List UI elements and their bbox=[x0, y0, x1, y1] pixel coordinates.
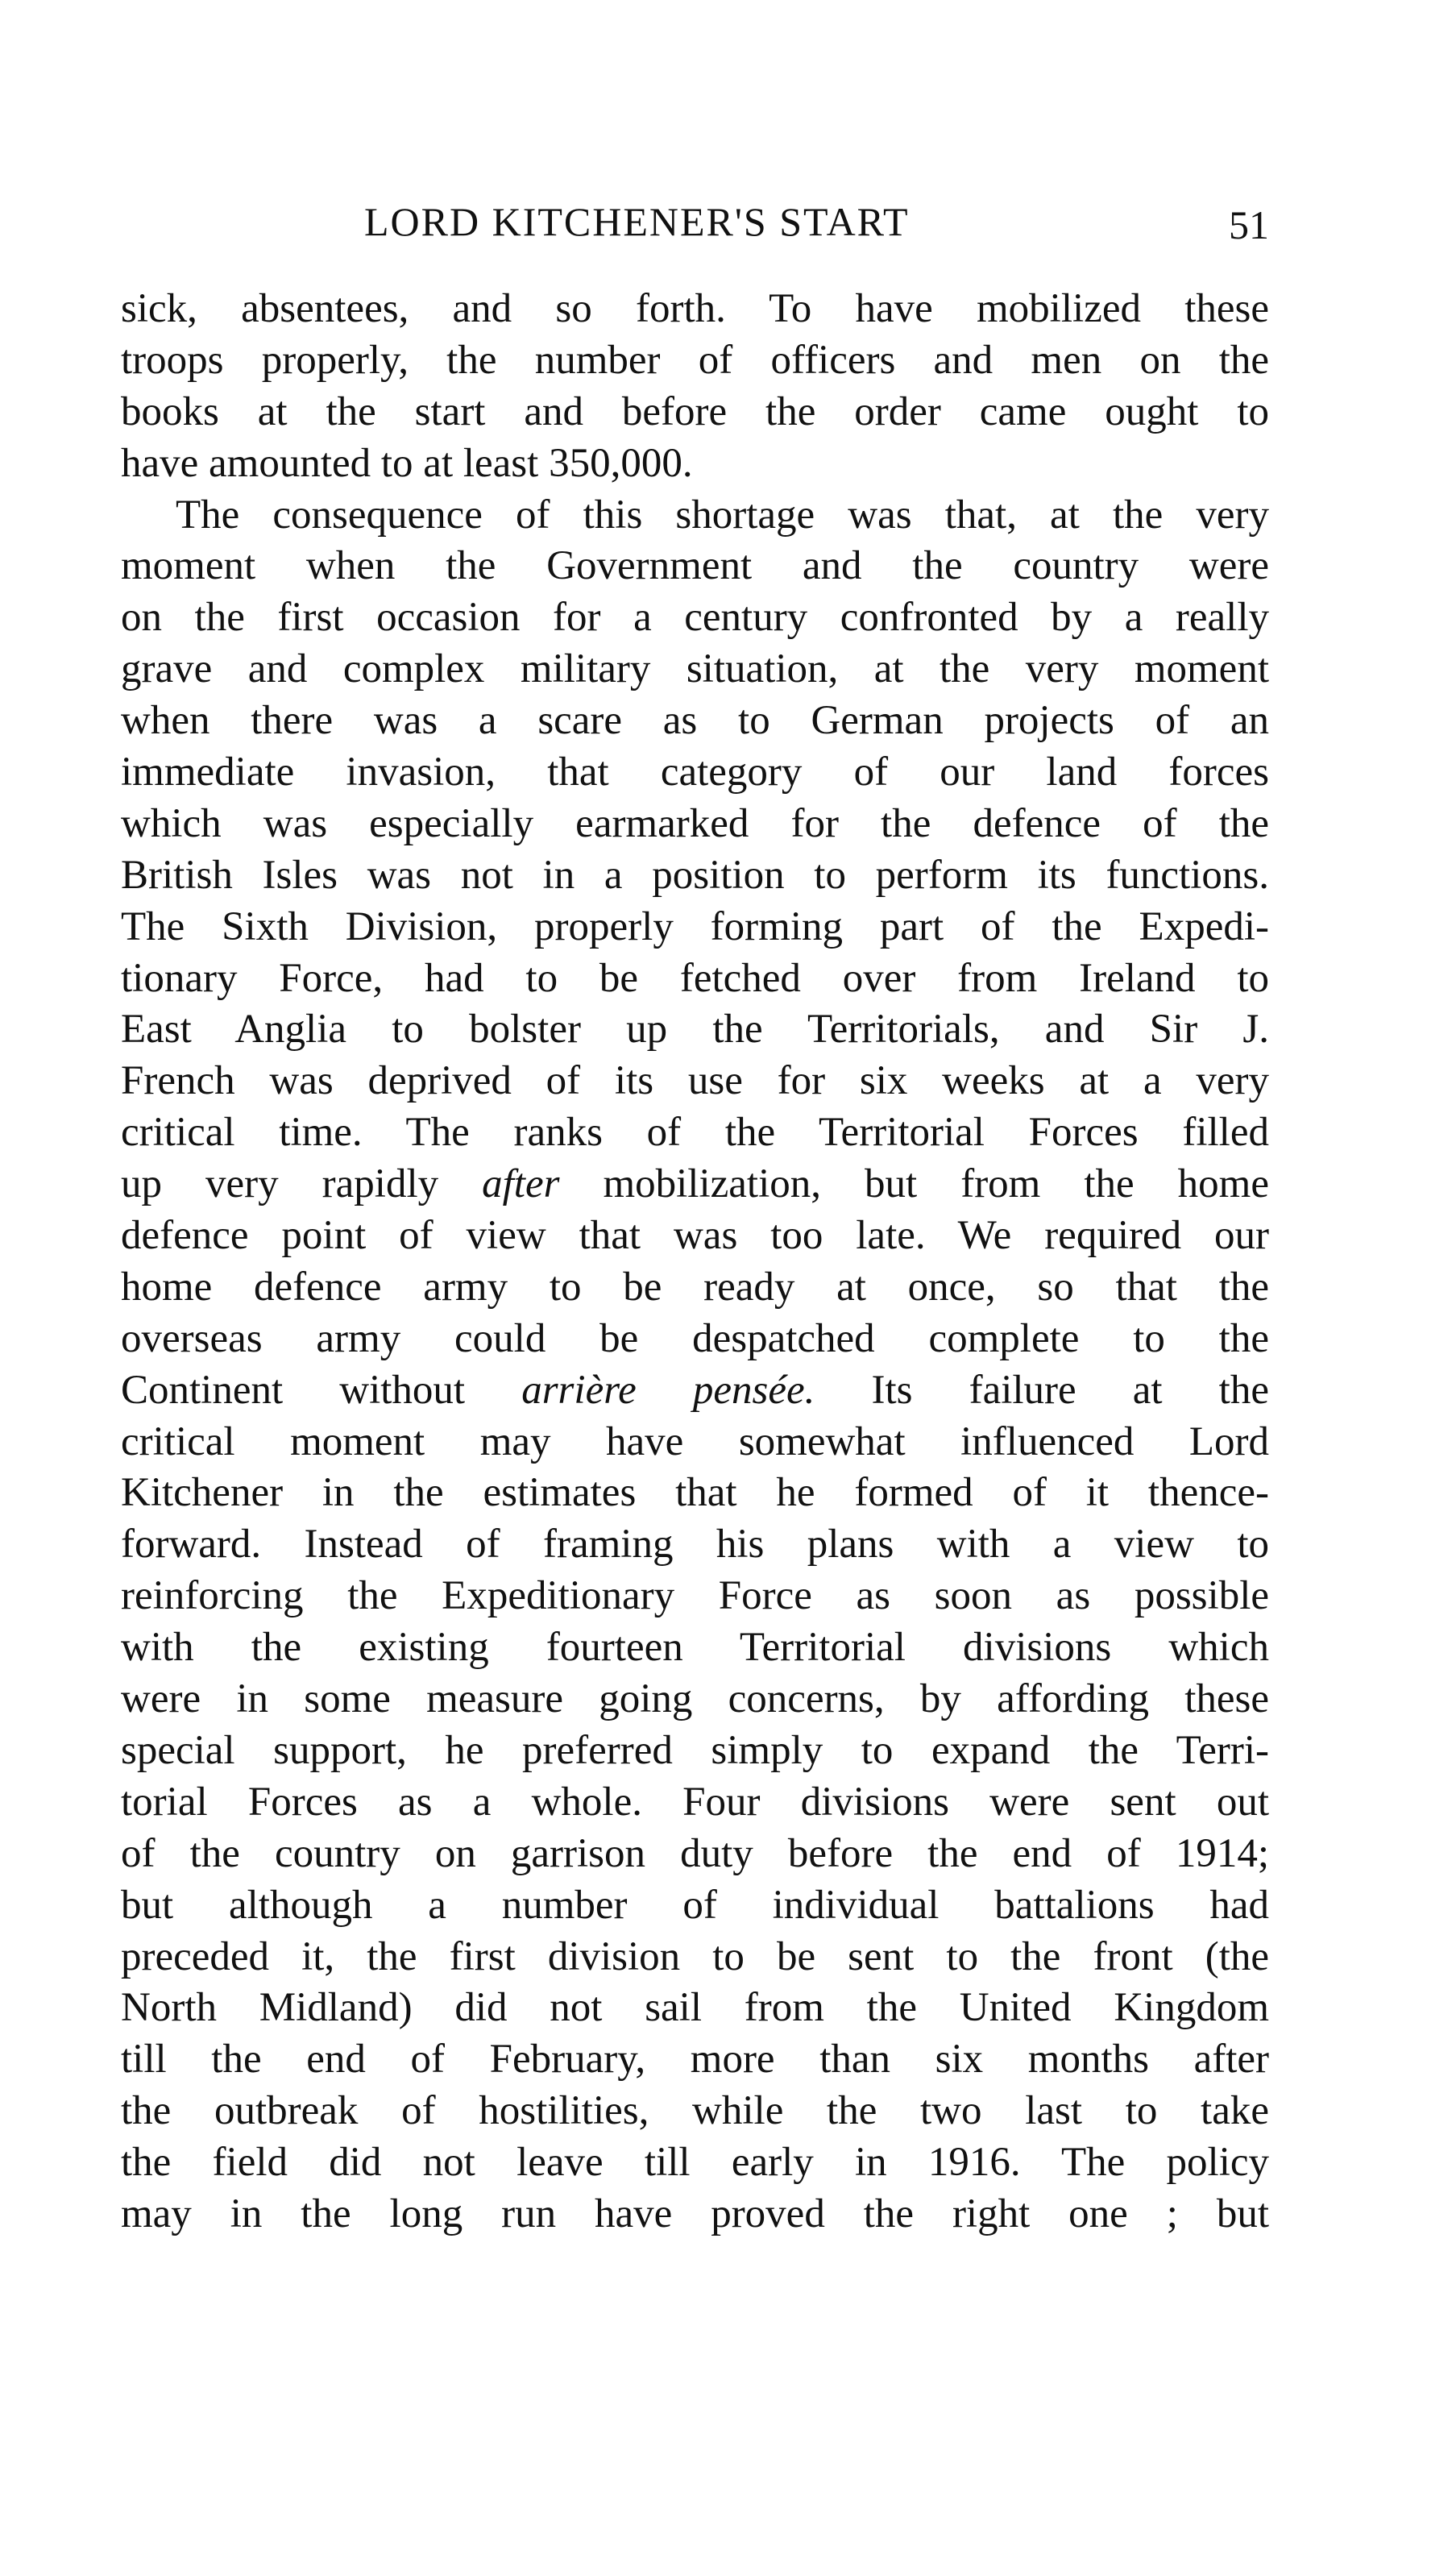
text-line: North Midland) did not sail from the United Kingdom bbox=[121, 1985, 1269, 2031]
text-line bbox=[121, 1159, 1269, 1211]
text-line: of the country on garrison duty before the end of 1914; bbox=[121, 1830, 1269, 1876]
text-line: may in the long run have proved the right one ; but bbox=[121, 2191, 1269, 2236]
text-line: have amounted to at least 350,000. bbox=[121, 440, 693, 486]
text-run: mobilization, but from the home bbox=[559, 1161, 1269, 1207]
text-line: on the first occasion for a century confronted by a really bbox=[121, 595, 1269, 641]
running-title: LORD KITCHENER'S START bbox=[364, 199, 910, 244]
text-line: were in some measure going concerns, by affording these bbox=[121, 1676, 1269, 1722]
text-line: troops properly, the number of officers and men on the bbox=[121, 337, 1269, 383]
text-line: The Sixth Division, properly forming part of the Expedi- bbox=[121, 903, 1269, 949]
text-line: the field did not leave till early in 1916. The policy bbox=[121, 2140, 1269, 2186]
text-line: Kitchener in the estimates that he formed of it thence- bbox=[121, 1470, 1269, 1516]
text-line: tionary Force, had to be fetched over from Ireland to bbox=[121, 955, 1269, 1001]
text-run: up very rapidly bbox=[121, 1161, 483, 1207]
text-line: when there was a scare as to German projects of an bbox=[121, 698, 1269, 744]
text-line: East Anglia to bolster up the Territorials, and Sir J. bbox=[121, 1007, 1269, 1053]
text-line: critical time. The ranks of the Territorial Forces filled bbox=[121, 1110, 1269, 1156]
text-line: British Isles was not in a position to perform its functions. bbox=[121, 852, 1269, 898]
text-line: till the end of February, more than six months after bbox=[121, 2037, 1269, 2083]
page-number: 51 bbox=[1229, 202, 1269, 247]
text-line: defence point of view that was too late. We required our bbox=[121, 1213, 1269, 1259]
text-line: which was especially earmarked for the defence of the bbox=[121, 800, 1269, 846]
text-line: critical moment may have somewhat influenced Lord bbox=[121, 1418, 1269, 1464]
text-line: grave and complex military situation, at the very moment bbox=[121, 646, 1269, 692]
text-line: but although a number of individual battalions had bbox=[121, 1882, 1269, 1928]
text-line: French was deprived of its use for six weeks at a very bbox=[121, 1058, 1269, 1104]
text-line: torial Forces as a whole. Four divisions were sent out bbox=[121, 1779, 1269, 1825]
text-line: with the existing fourteen Territorial divisions which bbox=[121, 1625, 1269, 1671]
italic-phrase: after bbox=[482, 1161, 560, 1207]
text-line: reinforcing the Expeditionary Force as soon as possible bbox=[121, 1573, 1269, 1619]
text-line: the outbreak of hostilities, while the two last to take bbox=[121, 2088, 1269, 2134]
text-line bbox=[121, 1365, 1269, 1417]
running-head bbox=[121, 198, 1269, 250]
text-line: forward. Instead of framing his plans with a view to bbox=[121, 1522, 1269, 1568]
text-line: The consequence of this shortage was that, at the very bbox=[176, 492, 1269, 538]
text-line: moment when the Government and the country were bbox=[121, 543, 1269, 589]
text-line: sick, absentees, and so forth. To have mobilized these bbox=[121, 286, 1269, 331]
text-line: overseas army could be despatched complete to the bbox=[121, 1315, 1269, 1361]
text-line: home defence army to be ready at once, so that the bbox=[121, 1264, 1269, 1310]
text-line: immediate invasion, that category of our land forces bbox=[121, 750, 1269, 795]
text-line: books at the start and before the order came ought to bbox=[121, 388, 1269, 434]
text-run: Its failure at the bbox=[815, 1367, 1269, 1413]
text-line: preceded it, the first division to be sent to the front (the bbox=[121, 1933, 1269, 1979]
text-run: Continent without bbox=[121, 1367, 522, 1413]
italic-phrase: arrière pensée. bbox=[521, 1367, 815, 1413]
text-line: special support, he preferred simply to expand the Terri- bbox=[121, 1727, 1269, 1773]
body-text bbox=[121, 284, 1269, 2240]
